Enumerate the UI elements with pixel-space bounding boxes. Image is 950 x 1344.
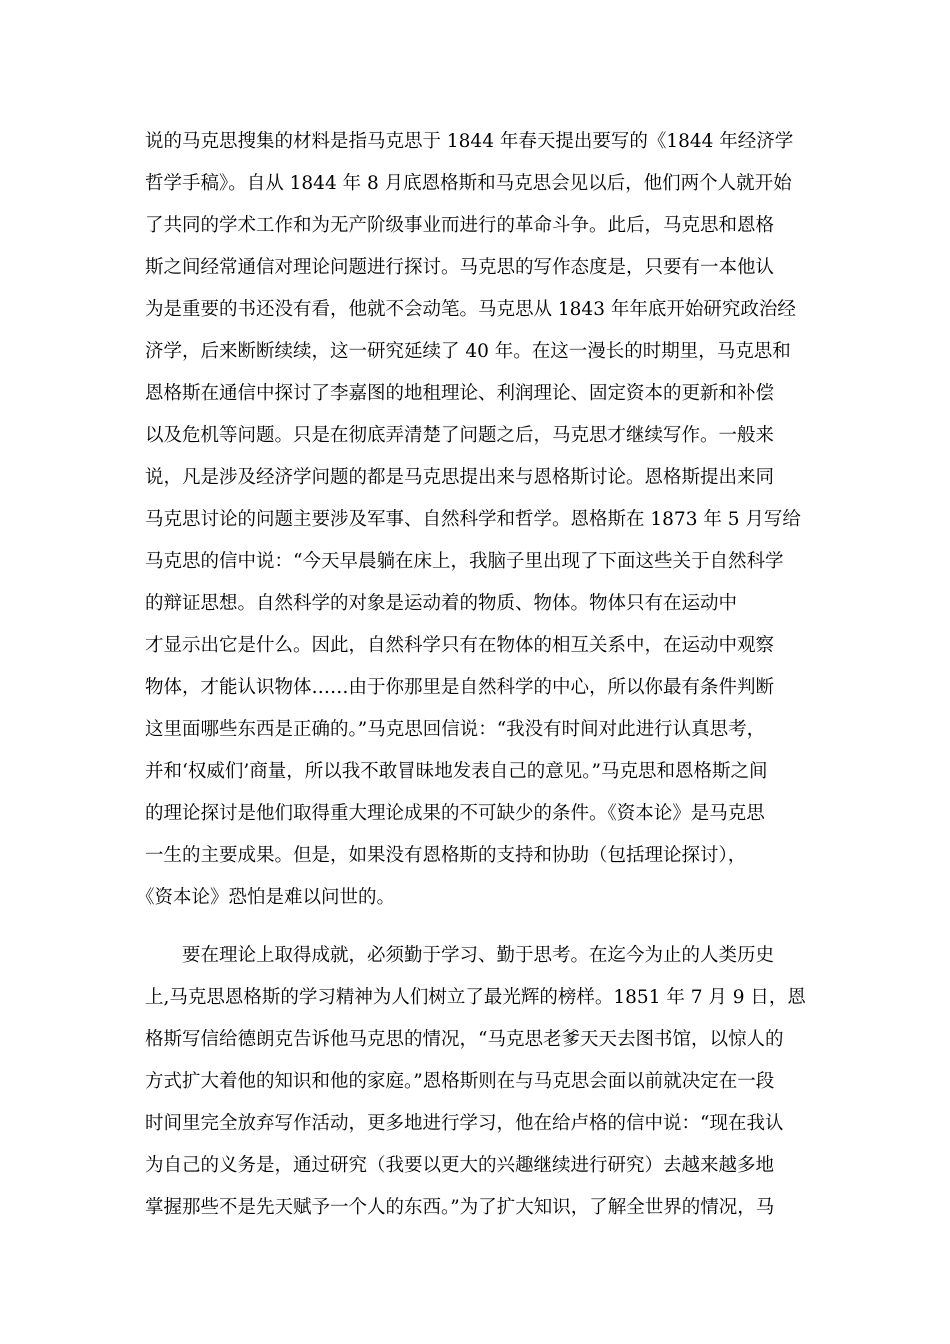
paragraph-1-line: 才显示出它是什么。因此，自然科学只有在物体的相互关系中，在运动中观察 xyxy=(145,635,775,656)
paragraph-1-line: 济学，后来断断续续，这一研究延续了 40 年。在这一漫长的时期里，马克思和 xyxy=(145,341,791,362)
paragraph-1-line: 了共同的学术工作和为无产阶级事业而进行的革命斗争。此后，马克思和恩格 xyxy=(145,215,775,236)
paragraph-1-line: 一生的主要成果。但是，如果没有恩格斯的支持和协助（包括理论探讨）， xyxy=(145,845,747,866)
paragraph-2-line: 掌握那些不是先天赋予一个人的东西。”为了扩大知识，了解全世界的情况，马 xyxy=(145,1197,775,1218)
paragraph-1-line: 斯之间经常通信对理论问题进行探讨。马克思的写作态度是，只要有一本他认 xyxy=(145,257,775,278)
paragraph-1-line: 说的马克思搜集的材料是指马克思于 1844 年春天提出要写的《1844 年经济学 xyxy=(145,131,794,152)
paragraph-1-line: 的辩证思想。自然科学的对象是运动着的物质、物体。物体只有在运动中 xyxy=(145,593,738,614)
paragraph-1-line: 说，凡是涉及经济学问题的都是马克思提出来与恩格斯讨论。恩格斯提出来同 xyxy=(145,467,775,488)
paragraph-1-line: 马克思的信中说：“今天早晨躺在床上，我脑子里出现了下面这些关于自然科学 xyxy=(145,551,784,572)
paragraph-1-line: 并和‘权威们’商量，所以我不敢冒昧地发表自己的意见。”马克思和恩格斯之间 xyxy=(145,761,768,782)
paragraph-2-line: 时间里完全放弃写作活动，更多地进行学习，他在给卢格的信中说：“现在我认 xyxy=(145,1113,784,1134)
paragraph-1-line: 《资本论》恐怕是难以问世的。 xyxy=(136,887,396,908)
paragraph-1-line: 物体，才能认识物体……由于你那里是自然科学的中心，所以你最有条件判断 xyxy=(145,677,775,698)
paragraph-1-line: 哲学手稿》。自从 1844 年 8 月底恩格斯和马克思会见以后，他们两个人就开始 xyxy=(145,173,792,194)
paragraph-2-line: 要在理论上取得成就，必须勤于学习、勤于思考。在迄今为止的人类历史 xyxy=(182,945,775,966)
paragraph-2-line: 方式扩大着他的知识和他的家庭。”恩格斯则在与马克思会面以前就决定在一段 xyxy=(145,1071,775,1092)
paragraph-1-line: 这里面哪些东西是正确的。”马克思回信说：“我没有时间对此进行认真思考， xyxy=(145,719,766,740)
paragraph-1-line: 恩格斯在通信中探讨了李嘉图的地租理论、利润理论、固定资本的更新和补偿 xyxy=(145,383,775,404)
paragraph-1-line: 马克思讨论的问题主要涉及军事、自然科学和哲学。恩格斯在 1873 年 5 月写给 xyxy=(145,509,801,530)
paragraph-1-line: 的理论探讨是他们取得重大理论成果的不可缺少的条件。《资本论》是马克思 xyxy=(145,803,765,824)
paragraph-1-line: 以及危机等问题。只是在彻底弄清楚了问题之后，马克思才继续写作。一般来 xyxy=(145,425,775,446)
paragraph-2-line: 格斯写信给德朗克告诉他马克思的情况，“马克思老爹天天去图书馆，以惊人的 xyxy=(145,1029,784,1050)
paragraph-2-line: 为自己的义务是，通过研究（我要以更大的兴趣继续进行研究）去越来越多地 xyxy=(145,1155,775,1176)
paragraph-2-line: 上,马克思恩格斯的学习精神为人们树立了最光辉的榜样。1851 年 7 月 9 日，恩 xyxy=(145,987,806,1008)
paragraph-1-line: 为是重要的书还没有看，他就不会动笔。马克思从 1843 年年底开始研究政治经 xyxy=(145,299,796,320)
